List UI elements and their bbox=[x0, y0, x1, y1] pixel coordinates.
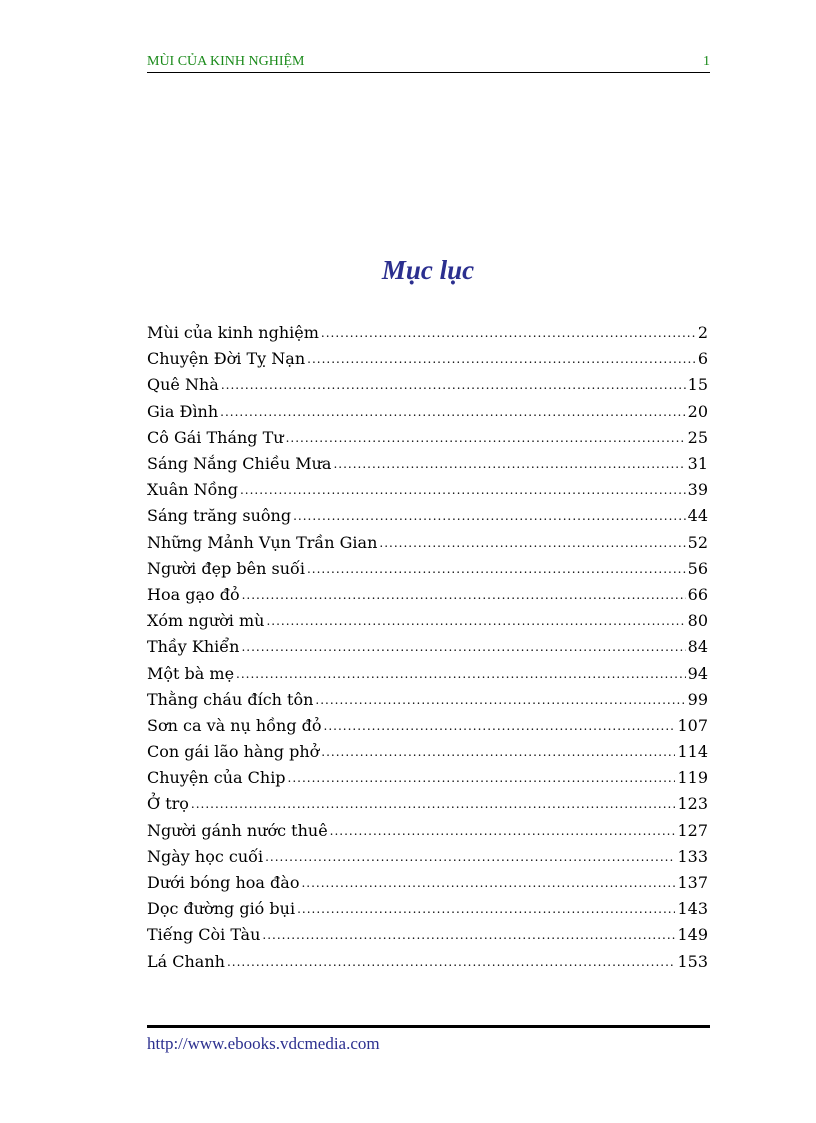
toc-leader-dots bbox=[236, 664, 686, 684]
toc-entry-page: 15 bbox=[687, 375, 708, 395]
toc-leader-dots bbox=[324, 716, 676, 736]
toc-leader-dots bbox=[321, 323, 696, 343]
toc-entry[interactable] bbox=[147, 634, 708, 660]
toc-leader-dots bbox=[321, 742, 675, 762]
toc-entry[interactable] bbox=[147, 556, 708, 582]
toc-leader-dots bbox=[191, 794, 676, 814]
toc-leader-dots bbox=[301, 873, 675, 893]
toc-entry-title: Mùi của kinh nghiệm bbox=[147, 323, 319, 343]
toc-leader-dots bbox=[266, 611, 685, 631]
toc-leader-dots bbox=[293, 506, 686, 526]
toc-leader-dots bbox=[379, 533, 685, 553]
toc-entry-page: 99 bbox=[687, 689, 708, 709]
toc-leader-dots bbox=[286, 428, 686, 448]
toc-leader-dots bbox=[330, 821, 676, 841]
toc-entry-page: 119 bbox=[677, 768, 708, 788]
toc-entry-page: 20 bbox=[687, 401, 708, 421]
toc-entry-title: Lá Chanh bbox=[147, 951, 225, 971]
toc-entry[interactable] bbox=[147, 608, 708, 634]
toc-entry-title: Người đẹp bên suối bbox=[147, 558, 305, 578]
toc-entry-page: 44 bbox=[687, 506, 708, 526]
toc-leader-dots bbox=[227, 952, 676, 972]
toc-entry-title: Ngày học cuối bbox=[147, 846, 264, 866]
toc-entry-page: 31 bbox=[687, 454, 708, 474]
toc-leader-dots bbox=[240, 480, 686, 500]
toc-entry-title: Sơn ca và nụ hồng đỏ bbox=[147, 715, 322, 735]
toc-entry-title: Người gánh nước thuê bbox=[147, 820, 328, 840]
toc-entry-title: Con gái lão hàng phở bbox=[147, 742, 320, 762]
page-number: 1 bbox=[703, 54, 710, 69]
toc-entry[interactable] bbox=[147, 713, 708, 739]
toc-entry[interactable] bbox=[147, 320, 708, 346]
toc-entry-page: 56 bbox=[687, 558, 708, 578]
toc-entry[interactable] bbox=[147, 949, 708, 975]
toc-leader-dots bbox=[220, 402, 685, 422]
table-of-contents bbox=[147, 320, 708, 975]
toc-leader-dots bbox=[315, 690, 685, 710]
toc-entry-page: 80 bbox=[687, 611, 708, 631]
toc-entry[interactable] bbox=[147, 870, 708, 896]
toc-entry[interactable] bbox=[147, 425, 708, 451]
toc-entry[interactable] bbox=[147, 765, 708, 791]
toc-leader-dots bbox=[241, 637, 685, 657]
footer-url-link[interactable]: http://www.ebooks.vdcmedia.com bbox=[147, 1034, 380, 1053]
toc-entry[interactable] bbox=[147, 922, 708, 948]
toc-leader-dots bbox=[297, 899, 675, 919]
toc-entry-page: 6 bbox=[697, 349, 708, 369]
toc-entry-title: Dọc đường gió bụi bbox=[147, 899, 296, 919]
toc-entry-title: Sáng trăng suông bbox=[147, 506, 292, 526]
toc-entry-title: Chuyện của Chip bbox=[147, 768, 286, 788]
toc-entry-title: Chuyện Đời Tỵ Nạn bbox=[147, 349, 306, 369]
toc-entry-page: 123 bbox=[677, 794, 708, 814]
toc-entry-page: 94 bbox=[687, 663, 708, 683]
toc-entry-title: Tiếng Còi Tàu bbox=[147, 925, 261, 945]
toc-leader-dots bbox=[307, 559, 686, 579]
toc-entry[interactable] bbox=[147, 739, 708, 765]
toc-entry[interactable] bbox=[147, 477, 708, 503]
toc-entry[interactable] bbox=[147, 687, 708, 713]
toc-entry[interactable] bbox=[147, 399, 708, 425]
page-title: Mục lục bbox=[381, 255, 475, 285]
toc-leader-dots bbox=[262, 925, 675, 945]
toc-entry-page: 84 bbox=[687, 637, 708, 657]
toc-entry-page: 127 bbox=[677, 820, 708, 840]
toc-entry-page: 39 bbox=[687, 480, 708, 500]
toc-entry-title: Cô Gái Tháng Tư bbox=[147, 427, 284, 447]
toc-entry-title: Ở trọ bbox=[147, 794, 189, 814]
toc-entry[interactable] bbox=[147, 818, 708, 844]
toc-entry[interactable] bbox=[147, 372, 708, 398]
toc-entry[interactable] bbox=[147, 844, 708, 870]
toc-entry-title: Sáng Nắng Chiều Mưa bbox=[147, 454, 332, 474]
toc-entry-page: 149 bbox=[677, 925, 708, 945]
toc-entry[interactable] bbox=[147, 503, 708, 529]
toc-entry-page: 2 bbox=[697, 323, 708, 343]
toc-entry-title: Thầy Khiển bbox=[147, 637, 240, 657]
toc-entry-title: Xóm người mù bbox=[147, 611, 265, 631]
toc-leader-dots bbox=[242, 585, 686, 605]
toc-entry-title: Dưới bóng hoa đào bbox=[147, 873, 300, 893]
toc-entry-page: 137 bbox=[677, 873, 708, 893]
toc-entry-title: Xuân Nồng bbox=[147, 480, 238, 500]
toc-entry-page: 66 bbox=[687, 584, 708, 604]
running-header bbox=[147, 52, 710, 73]
toc-entry-title: Hoa gạo đỏ bbox=[147, 584, 240, 604]
toc-entry-page: 114 bbox=[677, 742, 708, 762]
toc-entry-page: 25 bbox=[687, 427, 708, 447]
toc-entry-page: 107 bbox=[677, 715, 708, 735]
toc-entry[interactable] bbox=[147, 660, 708, 686]
toc-entry-title: Một bà mẹ bbox=[147, 663, 235, 683]
toc-entry-page: 143 bbox=[677, 899, 708, 919]
toc-leader-dots bbox=[288, 768, 676, 788]
toc-entry-title: Quê Nhà bbox=[147, 375, 219, 395]
toc-leader-dots bbox=[221, 375, 686, 395]
toc-entry-page: 133 bbox=[677, 846, 708, 866]
toc-entry[interactable] bbox=[147, 346, 708, 372]
toc-leader-dots bbox=[333, 454, 685, 474]
toc-entry[interactable] bbox=[147, 896, 708, 922]
toc-entry-title: Thằng cháu đích tôn bbox=[147, 689, 314, 709]
toc-leader-dots bbox=[265, 847, 675, 867]
toc-leader-dots bbox=[307, 349, 696, 369]
footer-divider bbox=[147, 1025, 710, 1028]
toc-entry-title: Gia Đình bbox=[147, 401, 219, 421]
toc-entry-page: 153 bbox=[677, 951, 708, 971]
toc-entry-title: Những Mảnh Vụn Trần Gian bbox=[147, 532, 378, 552]
toc-entry-page: 52 bbox=[687, 532, 708, 552]
toc-entry[interactable] bbox=[147, 791, 708, 817]
toc-entry[interactable] bbox=[147, 451, 708, 477]
toc-entry[interactable] bbox=[147, 582, 708, 608]
book-title-header: MÙI CỦA KINH NGHIỆM bbox=[147, 54, 305, 69]
toc-entry[interactable] bbox=[147, 530, 708, 556]
